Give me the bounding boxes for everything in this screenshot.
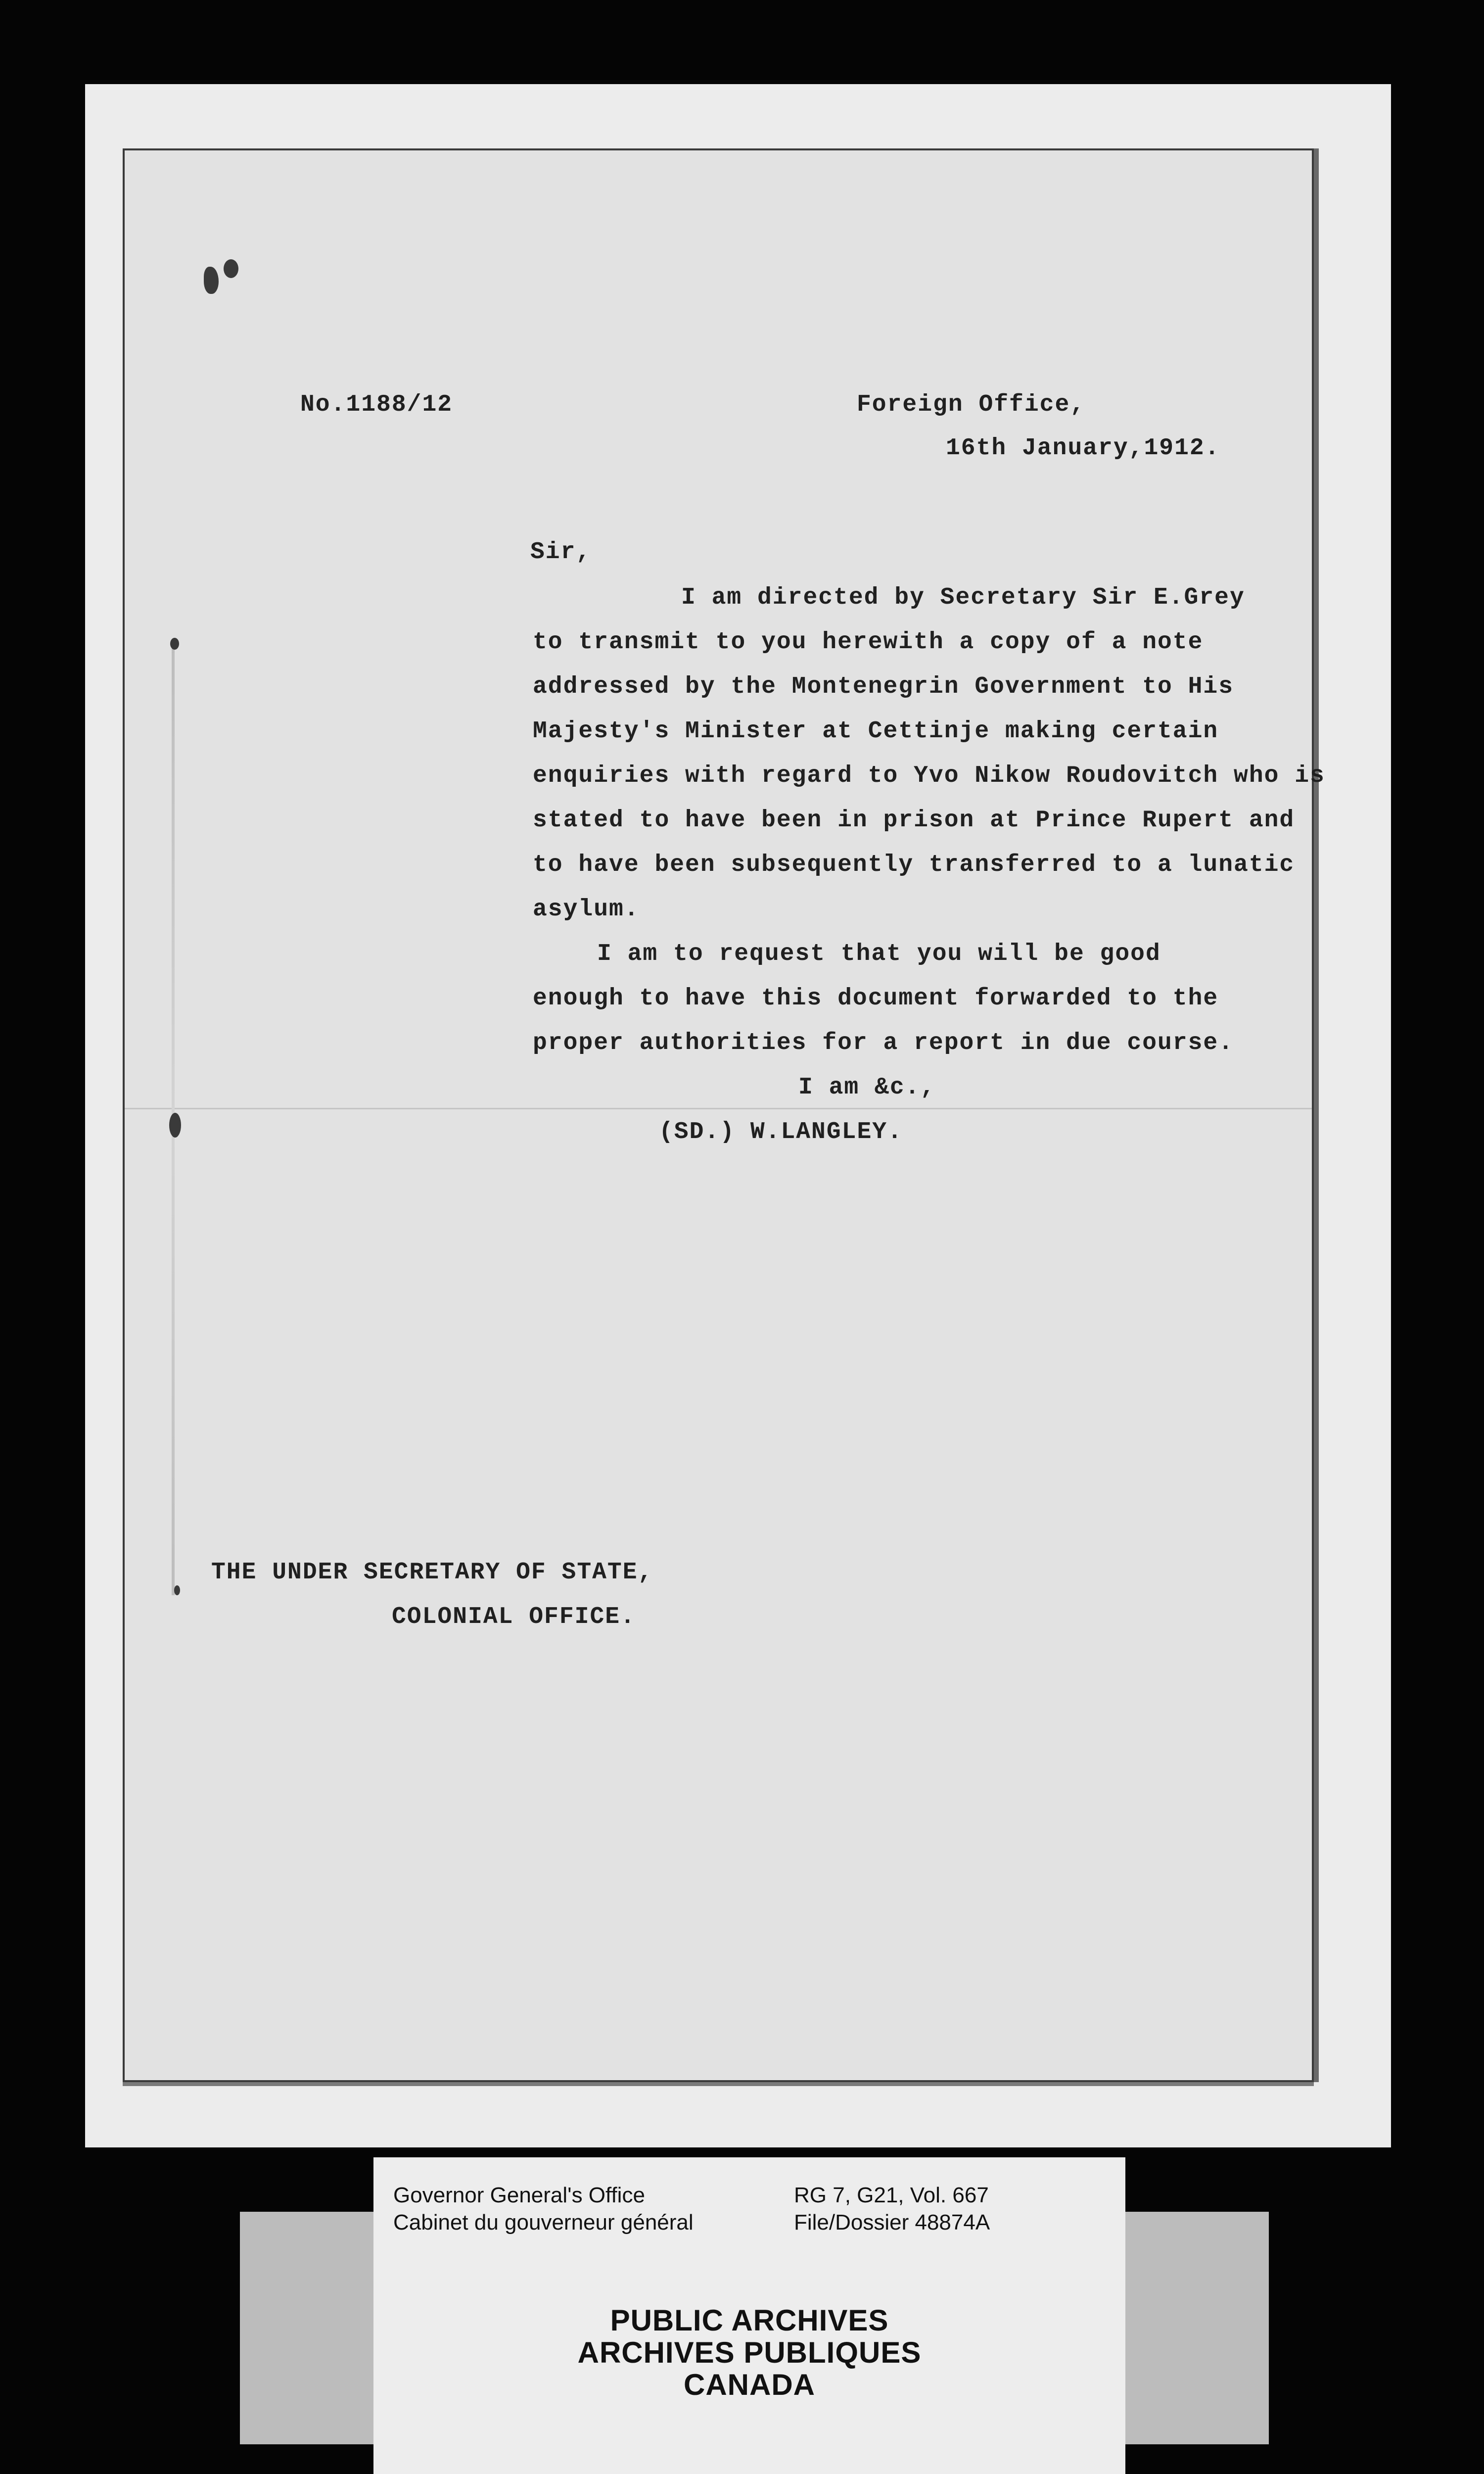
archive-stamp-line1: PUBLIC ARCHIVES <box>610 2304 889 2337</box>
office-name: Foreign Office, <box>857 391 1086 418</box>
body-line: enquiries with regard to Yvo Nikow Roudovitch who is <box>533 762 1325 789</box>
archive-stamp-line3: CANADA <box>684 2368 815 2401</box>
punch-mark <box>204 267 219 294</box>
letter-page <box>123 148 1325 2082</box>
body-line: I am to request that you will be good <box>597 941 1161 967</box>
punch-mark <box>170 638 179 650</box>
letter-date: 16th January,1912. <box>946 435 1220 462</box>
body-line: Majesty's Minister at Cettinje making certain <box>533 718 1219 745</box>
fold-line <box>125 1108 1312 1109</box>
body-line: to transmit to you herewith a copy of a note <box>533 629 1204 656</box>
body-line: enough to have this document forwarded to the <box>533 985 1219 1012</box>
file-number: File/Dossier 48874A <box>794 2210 990 2235</box>
body-line: proper authorities for a report in due course. <box>533 1030 1234 1056</box>
punch-mark <box>174 1585 180 1595</box>
archive-stamp-line2: ARCHIVES PUBLIQUES <box>577 2336 922 2369</box>
body-line: I am directed by Secretary Sir E.Grey <box>681 584 1245 611</box>
salutation: Sir, <box>530 539 592 566</box>
archive-label <box>373 2157 1125 2474</box>
record-group: RG 7, G21, Vol. 667 <box>794 2183 989 2207</box>
addressee-line1: THE UNDER SECRETARY OF STATE, <box>211 1559 653 1586</box>
office-french: Cabinet du gouverneur général <box>393 2210 694 2235</box>
body-line: addressed by the Montenegrin Government to His <box>533 673 1234 700</box>
body-line: to have been subsequently transferred to a lunatic <box>533 852 1295 878</box>
body-line: asylum. <box>533 896 640 923</box>
addressee-line2: COLONIAL OFFICE. <box>392 1604 636 1630</box>
punch-mark <box>224 259 238 278</box>
office-english: Governor General's Office <box>393 2183 645 2207</box>
body-line: stated to have been in prison at Prince Rupert and <box>533 807 1295 834</box>
reference-number: No.1188/12 <box>300 391 453 418</box>
punch-mark <box>169 1113 181 1138</box>
signature: (SD.) W.LANGLEY. <box>659 1119 903 1145</box>
closing: I am &c., <box>798 1074 936 1101</box>
